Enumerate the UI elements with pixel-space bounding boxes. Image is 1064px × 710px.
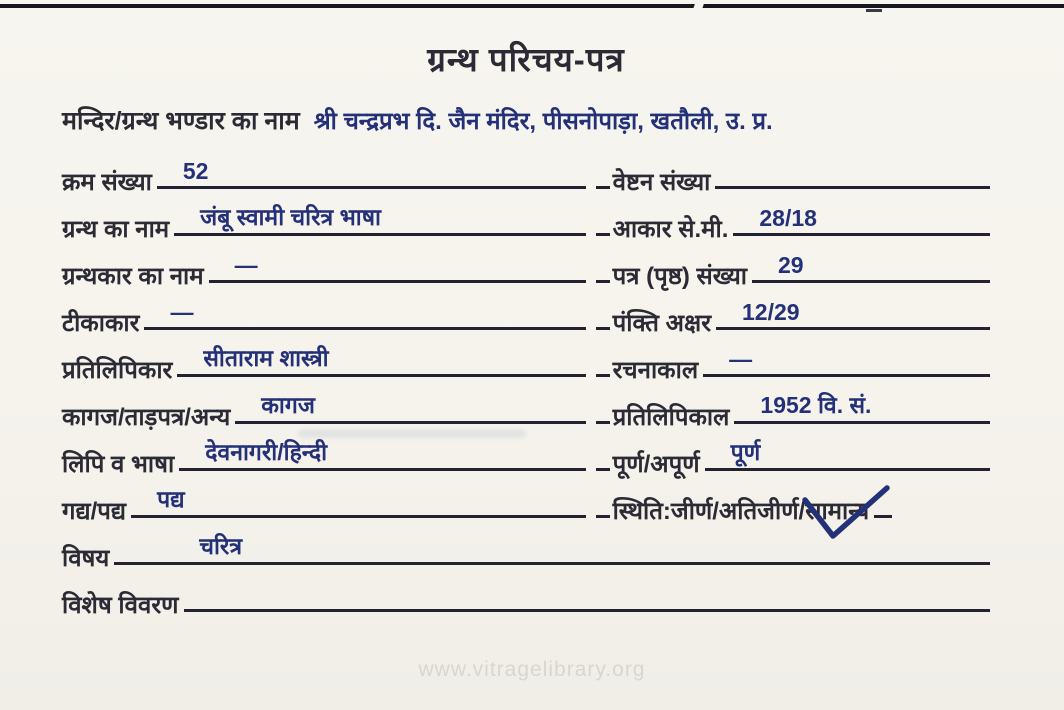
field-book-name bbox=[62, 198, 596, 245]
complete-incomplete-label: पूर्ण/अपूर्ण bbox=[612, 451, 700, 479]
complete-incomplete-line bbox=[705, 439, 990, 471]
field-size-cm bbox=[596, 198, 990, 245]
form-row bbox=[62, 245, 990, 292]
form-row bbox=[62, 574, 990, 621]
book-name-line bbox=[174, 204, 585, 236]
field-prose-verse bbox=[62, 480, 596, 527]
commentator-value: — bbox=[170, 299, 194, 325]
field-lines-letters bbox=[596, 292, 990, 339]
size-cm-label: आकार से.मी. bbox=[612, 216, 729, 244]
commentator-label: टीकाकार bbox=[62, 310, 140, 338]
field-special-details bbox=[62, 574, 990, 621]
serial-number-label: क्रम संख्या bbox=[62, 169, 152, 197]
book-name-label: ग्रन्थ का नाम bbox=[62, 216, 170, 244]
material-label: कागज/ताड़पत्र/अन्य bbox=[62, 404, 231, 432]
form-row bbox=[62, 339, 990, 386]
field-copy-date bbox=[596, 386, 990, 433]
form-row bbox=[62, 198, 990, 245]
copy-date-label: प्रतिलिपिकाल bbox=[612, 404, 730, 432]
repository-name-row bbox=[62, 103, 990, 137]
form-row bbox=[62, 151, 990, 198]
condition-label: स्थिति:जीर्ण/अतिजीर्ण/ bbox=[612, 498, 806, 526]
subject-line bbox=[114, 533, 990, 565]
prose-verse-line bbox=[131, 486, 586, 518]
author-name-value: — bbox=[234, 252, 258, 278]
page-title: ग्रन्थ परिचय-पत्र bbox=[427, 41, 625, 78]
prose-verse-value: पद्य bbox=[157, 486, 185, 512]
author-name-line bbox=[209, 252, 586, 283]
lines-letters-label: पंक्ति अक्षर bbox=[612, 310, 712, 338]
subject-value: चरित्र bbox=[199, 533, 243, 559]
copyist-label: प्रतिलिपिकार bbox=[62, 357, 173, 385]
material-value: कागज bbox=[261, 392, 315, 418]
composition-date-line bbox=[703, 346, 990, 377]
page-count-label: पत्र (पृष्ठ) संख्या bbox=[612, 263, 747, 291]
field-complete-incomplete bbox=[596, 433, 990, 480]
script-language-value: देवनागरी/हिन्दी bbox=[205, 439, 328, 465]
script-language-line bbox=[179, 439, 585, 471]
prose-verse-label: गद्य/पद्य bbox=[62, 498, 127, 526]
lines-letters-line bbox=[716, 299, 990, 330]
field-author-name bbox=[62, 245, 596, 292]
page-count-line bbox=[752, 252, 990, 283]
bundle-number-label: वेष्टन संख्या bbox=[612, 169, 711, 197]
field-bundle-number bbox=[596, 151, 990, 198]
size-cm-line bbox=[733, 205, 990, 236]
form-row bbox=[62, 386, 990, 433]
catalog-form bbox=[62, 151, 990, 621]
copy-date-line bbox=[734, 392, 990, 424]
book-name-value: जंबू स्वामी चरित्र भाषा bbox=[200, 204, 381, 230]
watermark-text: www.vitragelibrary.org bbox=[418, 658, 646, 681]
lines-letters-value: 12/29 bbox=[742, 299, 800, 325]
script-language-label: लिपि व भाषा bbox=[62, 451, 175, 479]
field-composition-date bbox=[596, 339, 990, 386]
repository-name-value: श्री चन्द्रप्रभ दि. जैन मंदिर, पीसनोपाड़ा, खतौली, उ. प्र. bbox=[313, 108, 773, 135]
serial-number-value: 52 bbox=[182, 158, 209, 184]
serial-number-line bbox=[157, 158, 586, 189]
size-cm-value: 28/18 bbox=[759, 205, 817, 231]
form-row bbox=[62, 527, 990, 574]
field-condition bbox=[596, 480, 990, 527]
composition-date-value: — bbox=[729, 346, 753, 372]
repository-name-label: मन्दिर/ग्रन्थ भण्डार का नाम bbox=[62, 107, 300, 135]
field-script-language bbox=[62, 433, 596, 480]
field-material bbox=[62, 386, 596, 433]
field-copyist bbox=[62, 339, 596, 386]
author-name-label: ग्रन्थकार का नाम bbox=[62, 263, 204, 291]
condition-option-samanya: सामान्य bbox=[805, 498, 870, 526]
special-details-line bbox=[184, 609, 991, 612]
copyist-line bbox=[177, 345, 585, 377]
copy-date-value: 1952 वि. सं. bbox=[760, 392, 872, 418]
condition-line bbox=[874, 515, 892, 518]
condition-option-checked bbox=[805, 498, 869, 527]
bundle-number-line bbox=[715, 186, 990, 189]
special-details-label: विशेष विवरण bbox=[62, 592, 179, 620]
complete-incomplete-value: पूर्ण bbox=[730, 439, 761, 465]
subject-label: विषय bbox=[62, 545, 110, 573]
composition-date-label: रचनाकाल bbox=[612, 357, 699, 385]
form-row bbox=[62, 433, 990, 480]
field-subject bbox=[62, 527, 990, 574]
field-serial-number bbox=[62, 151, 596, 198]
field-commentator bbox=[62, 292, 596, 339]
commentator-line bbox=[144, 299, 585, 330]
field-page-count bbox=[596, 245, 990, 292]
copyist-value: सीताराम शास्त्री bbox=[203, 345, 329, 371]
form-row bbox=[62, 292, 990, 339]
material-line bbox=[235, 392, 585, 424]
form-row bbox=[62, 480, 990, 527]
page-count-value: 29 bbox=[777, 252, 804, 278]
